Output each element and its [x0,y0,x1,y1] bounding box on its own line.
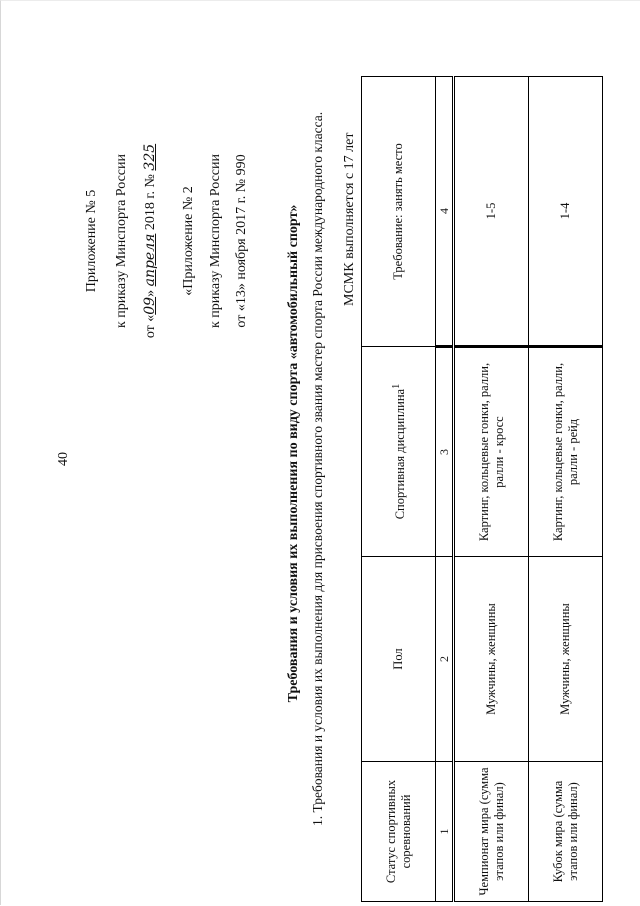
appendix-number: Приложение № 5 [84,189,99,293]
prev-order-reference: к приказу Минспорта России [208,154,223,328]
handwritten-day: 09 [142,296,158,315]
col-header-place: Требование: занять место [362,77,436,347]
cell-status: Кубок мира (сумма этапов или финал) [529,762,603,902]
date-mid: » [143,286,158,297]
cell-status: Чемпионат мира (сумма этапов или финал) [454,762,529,902]
cell-discipline: Картинг, кольцевые гонки, ралли, ралли - рейд [529,347,603,557]
table-row [454,77,529,902]
cell-place: 1-4 [529,77,603,347]
handwritten-month: апреля [142,233,158,287]
order-date-line [142,121,159,361]
col-header-gender: Пол [362,557,436,762]
table-row [529,77,603,902]
col-number: 4 [436,77,454,347]
col-header-discipline: Спортивная дисциплина$^1$ [362,347,436,557]
cell-gender: Мужчины, женщины [529,557,603,762]
requirements-table [361,76,603,902]
prev-appendix-number: «Приложение № 2 [181,186,196,296]
rotated-page-content [1,1,640,906]
age-requirement-note: МСМК выполняется с 17 лет [342,132,357,306]
date-year: 2018 г. № [143,170,158,234]
date-prefix: от « [143,314,158,339]
col-number: 2 [436,557,454,762]
cell-discipline: Картинг, кольцевые гонки, ралли, ралли - кросс [454,347,529,557]
page-number: 40 [56,452,71,466]
intro-paragraph: 1. Требования и условия их выполнения для присвоения спортивного звания мастер спорта России международного класса. [310,111,325,826]
cell-gender: Мужчины, женщины [454,557,529,762]
prev-order-date: от «13» ноября 2017 г. № 990 [234,154,249,328]
col-number: 3 [436,347,454,557]
handwritten-order-number: 325 [142,143,158,171]
col-header-status: Статус спортивных соревнований [362,762,436,902]
document-title: Требования и условия их выполнения по виду спорта «автомобильный спорт» [286,204,301,703]
cell-place: 1-5 [454,77,529,347]
order-reference: к приказу Минспорта России [114,154,129,328]
column-number-row [436,77,454,902]
col-number: 1 [436,762,454,902]
header-row [362,77,436,902]
footnote-mark: 1 [390,383,402,389]
